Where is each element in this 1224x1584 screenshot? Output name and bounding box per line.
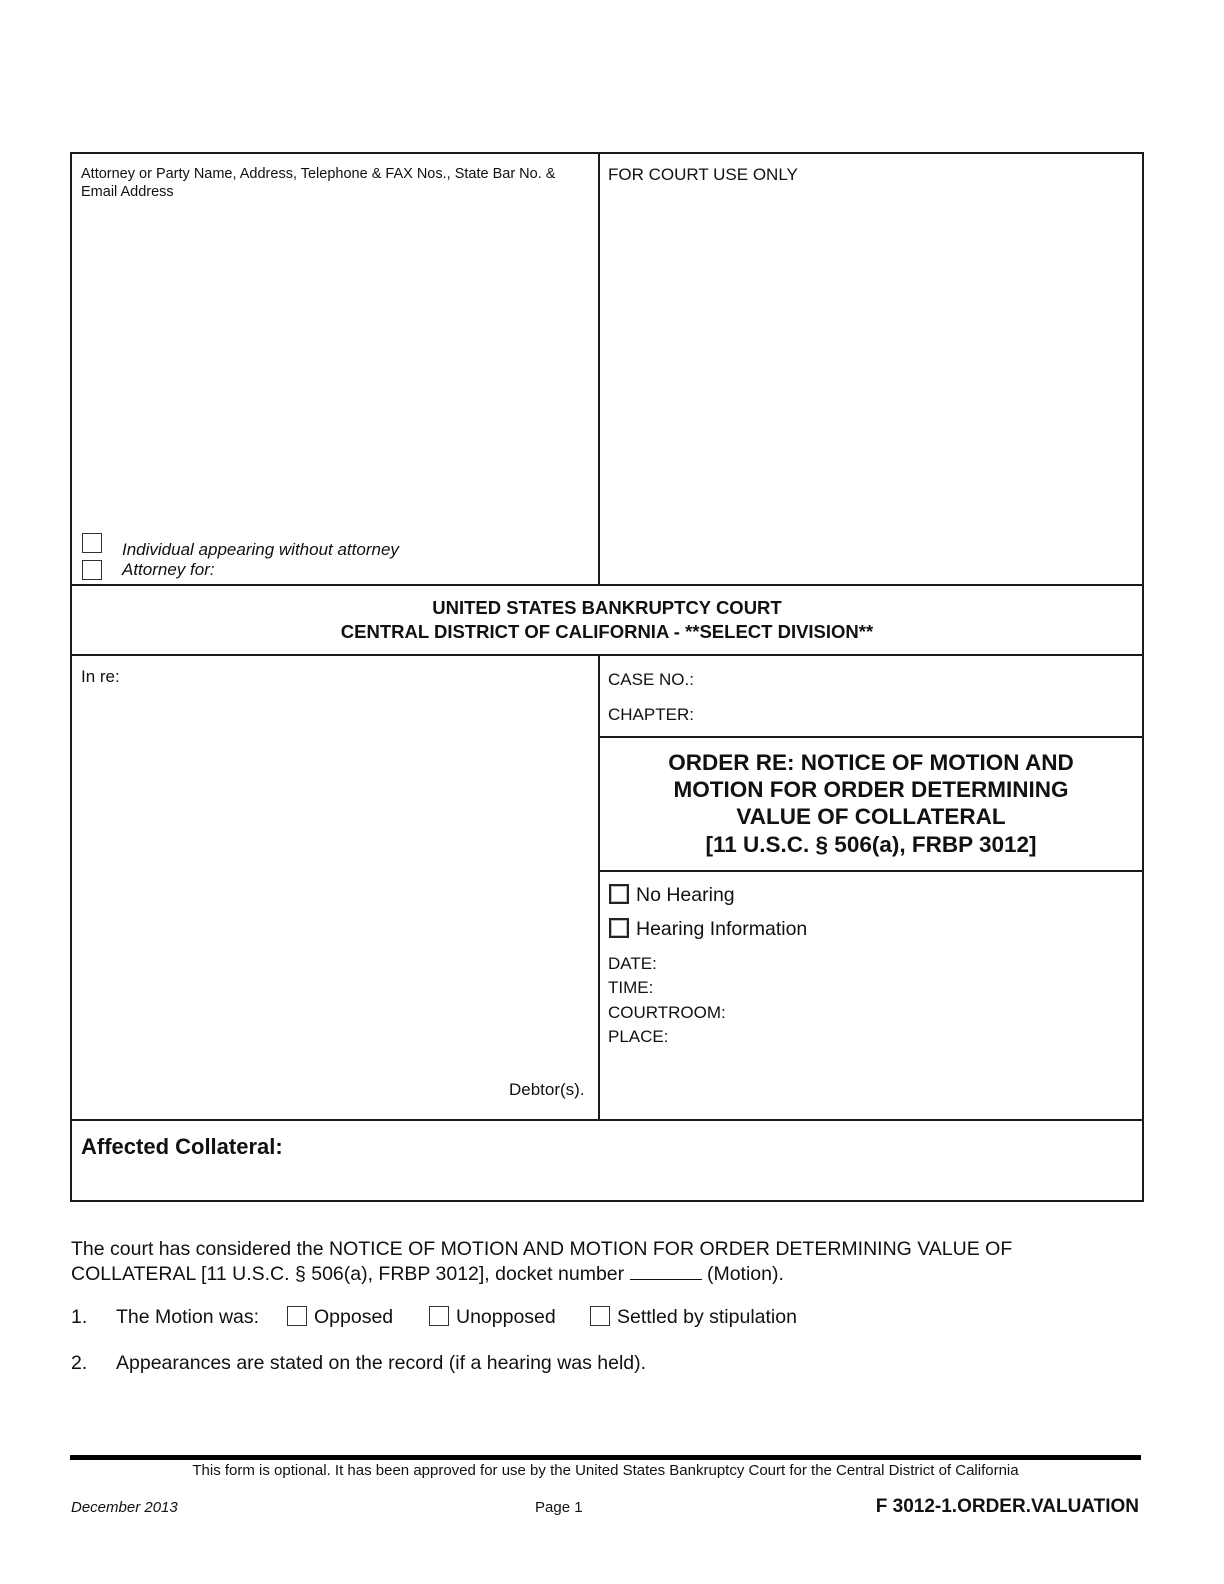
item-1-label: The Motion was:	[116, 1306, 260, 1328]
intro-line-2-before: COLLATERAL [11 U.S.C. § 506(a), FRBP 3012], docket number	[71, 1263, 625, 1285]
chapter-label: CHAPTER:	[608, 705, 694, 724]
court-use-label: FOR COURT USE ONLY	[608, 165, 798, 184]
attorney-for-checkbox[interactable]	[82, 560, 102, 580]
attorney-info-box	[70, 152, 600, 586]
order-title-line-2: MOTION FOR ORDER DETERMINING	[673, 777, 1069, 802]
debtor-label: Debtor(s).	[509, 1080, 585, 1099]
settled-checkbox[interactable]	[590, 1306, 610, 1326]
intro-line-1: The court has considered the NOTICE OF MOTION AND MOTION FOR ORDER DETERMINING VALUE OF	[71, 1238, 1013, 1260]
item-1-number: 1.	[71, 1306, 88, 1328]
footer-rule	[70, 1455, 1141, 1460]
footer-note: This form is optional. It has been approved for use by the United States Bankruptcy Court for the Central District of California	[192, 1462, 1019, 1479]
footer-date: December 2013	[71, 1499, 178, 1516]
hearing-info-checkbox[interactable]	[609, 918, 629, 938]
order-title-line-4: [11 U.S.C. § 506(a), FRBP 3012]	[705, 832, 1037, 857]
hearing-place-label: PLACE:	[608, 1027, 669, 1046]
case-no-label: CASE NO.:	[608, 670, 694, 689]
opposed-checkbox[interactable]	[287, 1306, 307, 1326]
item-2-number: 2.	[71, 1352, 88, 1374]
unopposed-checkbox[interactable]	[429, 1306, 449, 1326]
no-hearing-checkbox[interactable]	[609, 884, 629, 904]
hearing-info-label: Hearing Information	[636, 918, 808, 940]
hearing-date-label: DATE:	[608, 954, 657, 973]
footer-page: Page 1	[535, 1499, 583, 1516]
case-info-box	[598, 654, 1144, 738]
court-district: CENTRAL DISTRICT OF CALIFORNIA - **SELECT DIVISION**	[340, 621, 874, 642]
attorney-for-label: Attorney for:	[122, 560, 215, 579]
court-name-box	[70, 584, 1144, 656]
order-title-line-3: VALUE OF COLLATERAL	[736, 804, 1006, 829]
in-re-label: In re:	[81, 667, 120, 686]
order-title-line-1: ORDER RE: NOTICE OF MOTION AND	[668, 750, 1074, 775]
footer-form-id: F 3012-1.ORDER.VALUATION	[875, 1496, 1139, 1517]
intro-line-2-after: (Motion).	[706, 1263, 784, 1285]
hearing-courtroom-label: COURTROOM:	[608, 1003, 726, 1022]
opposed-label: Opposed	[314, 1306, 394, 1328]
individual-label: Individual appearing without attorney	[122, 540, 399, 559]
settled-label: Settled by stipulation	[617, 1306, 797, 1328]
hearing-time-label: TIME:	[608, 978, 654, 997]
individual-checkbox[interactable]	[82, 533, 102, 553]
hearing-box	[598, 870, 1144, 1121]
court-use-box	[598, 152, 1144, 586]
docket-number-blank[interactable]	[630, 1261, 702, 1280]
no-hearing-label: No Hearing	[636, 884, 735, 906]
affected-collateral-box	[70, 1119, 1144, 1202]
affected-collateral-label: Affected Collateral:	[81, 1134, 283, 1159]
attorney-info-label: Attorney or Party Name, Address, Telephone & FAX Nos., State Bar No. & Email Address	[81, 166, 556, 200]
unopposed-label: Unopposed	[456, 1306, 556, 1328]
court-name: UNITED STATES BANKRUPTCY COURT	[432, 597, 782, 618]
item-2-text: Appearances are stated on the record (if a hearing was held).	[116, 1352, 647, 1374]
in-re-box	[70, 654, 600, 1121]
intro-line-2	[71, 1261, 784, 1286]
